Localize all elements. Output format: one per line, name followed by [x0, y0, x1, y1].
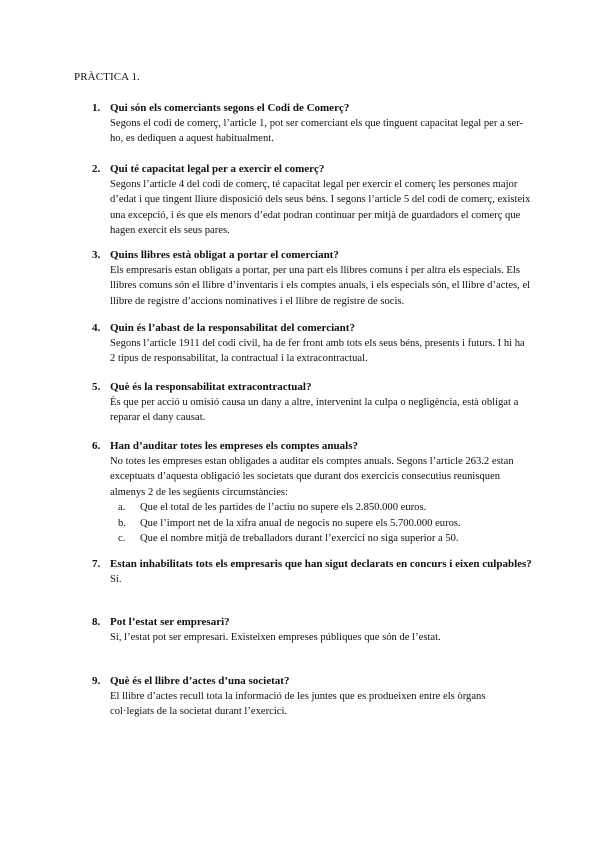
list-item	[118, 516, 532, 531]
question-block-8	[92, 615, 532, 645]
answer-text	[110, 336, 532, 367]
answer-paragraph: Els empresaris estan obligats a portar, per una part els llibres comuns i per altra els especials. Els llibres comuns són el llibre d’inventaris i els comptes anuals, i els especials són, el llibre d’actes, el llibre de registre d’accions nominatives i el llibre de registre de socis.	[110, 265, 531, 307]
question-number: 6.	[92, 440, 101, 452]
question-text: Què és el llibre d’actes d’una societat?	[110, 675, 290, 687]
question-text: Quin és l’abast de la responsabilitat del comerciant?	[110, 322, 355, 334]
list-marker: c.	[118, 533, 126, 545]
question-heading	[92, 162, 532, 176]
question-heading	[92, 557, 532, 571]
question-heading	[92, 321, 532, 335]
question-block-1	[92, 101, 532, 147]
question-number: 1.	[92, 102, 101, 114]
question-text: Han d’auditar totes les empreses els comptes anuals?	[110, 440, 359, 452]
question-heading	[92, 380, 532, 394]
answer-text	[110, 116, 532, 147]
question-heading	[92, 615, 532, 629]
list-marker: b.	[118, 517, 126, 529]
answer-paragraph: És que per acció u omisió causa un dany a altre, intervenint la culpa o negligència, està obligat a reparar el dany causat.	[110, 397, 519, 424]
question-number: 3.	[92, 249, 101, 261]
answer-text	[110, 263, 532, 309]
answer-text	[110, 395, 532, 426]
question-text: Estan inhabilitats tots els empresaris que han sigut declarats en concurs i eixen culpables?	[110, 558, 532, 570]
question-heading	[92, 101, 532, 115]
page-title: PRÀCTICA 1.	[74, 71, 140, 83]
answer-text	[110, 630, 532, 645]
list-marker: a.	[118, 502, 126, 514]
question-block-4	[92, 321, 532, 367]
question-text: Pot l’estat ser empresari?	[110, 616, 230, 628]
list-item-text: Que l’import net de la xifra anual de negocis no supere els 5.700.000 euros.	[140, 517, 461, 529]
answer-text	[110, 177, 532, 239]
answer-paragraph: Si, l’estat pot ser empresari. Existeixen empreses públiques que són de l’estat.	[110, 632, 441, 643]
question-number: 2.	[92, 163, 101, 175]
list-item-text: Que el total de les partides de l’actiu no supere els 2.850.000 euros.	[140, 502, 427, 514]
answer-paragraph: Segons el codi de comerç, l’article 1, pot ser comerciant els que tinguent capacitat legal per a ser-ho, es dediquen a aquest habitualment.	[110, 118, 524, 145]
answer-paragraph: Sí.	[110, 574, 122, 585]
answer-text	[110, 572, 532, 587]
question-text: Qui són els comerciants segons el Codi de Comerç?	[110, 102, 350, 114]
question-text: Quins llibres està obligat a portar el comerciant?	[110, 249, 339, 261]
question-block-3	[92, 248, 532, 309]
question-block-7	[92, 557, 532, 587]
question-block-2	[92, 162, 532, 239]
question-number: 9.	[92, 675, 101, 687]
question-text: Qui té capacitat legal per a exercir el comerç?	[110, 163, 325, 175]
question-block-5	[92, 380, 532, 426]
question-block-6	[92, 439, 532, 546]
list-item	[118, 500, 532, 515]
answer-paragraph: Segons l’article 1911 del codi civil, ha de fer front amb tots els seus béns, presents i futurs. I hi ha 2 tipus de responsabilitat, la contractual i la extracontractual.	[110, 338, 525, 365]
answer-paragraph: Segons l’article 4 del codi de comerç, té capacitat legal per exercir el comerç les persones major d’edat i que tingent lliure disposició dels seus béns. I segons l’article 5 del codi de comerç, existeix una excepció, i és que els menors d’edat podran continuar per mitjà de guardadors el comerç que hagen exercit els seus pares.	[110, 179, 531, 237]
question-number: 8.	[92, 616, 101, 628]
answer-text	[110, 454, 532, 546]
answer-paragraph: No totes les empreses estan obligades a auditar els comptes anuals. Segons l’article 263.2 estan exceptuats d’aquesta obligació les societats que durant dos exercicis consecutius reunisquen almenys 2 de les següents circumstàncies:	[110, 456, 514, 498]
answer-text	[110, 689, 532, 720]
list-item	[118, 531, 532, 546]
question-number: 4.	[92, 322, 101, 334]
list-item-text: Que el nombre mitjà de treballadors durant l’exercici no siga superior a 50.	[140, 533, 459, 545]
question-heading	[92, 248, 532, 262]
question-number: 5.	[92, 381, 101, 393]
question-heading	[92, 674, 532, 688]
answer-paragraph: El llibre d’actes recull tota la informació de les juntes que es produeixen entre els òrgans col·legiats de la societat durant l’exercici.	[110, 691, 486, 718]
question-number: 7.	[92, 558, 101, 570]
question-block-9	[92, 674, 532, 720]
question-text: Què és la responsabilitat extracontractual?	[110, 381, 312, 393]
question-heading	[92, 439, 532, 453]
